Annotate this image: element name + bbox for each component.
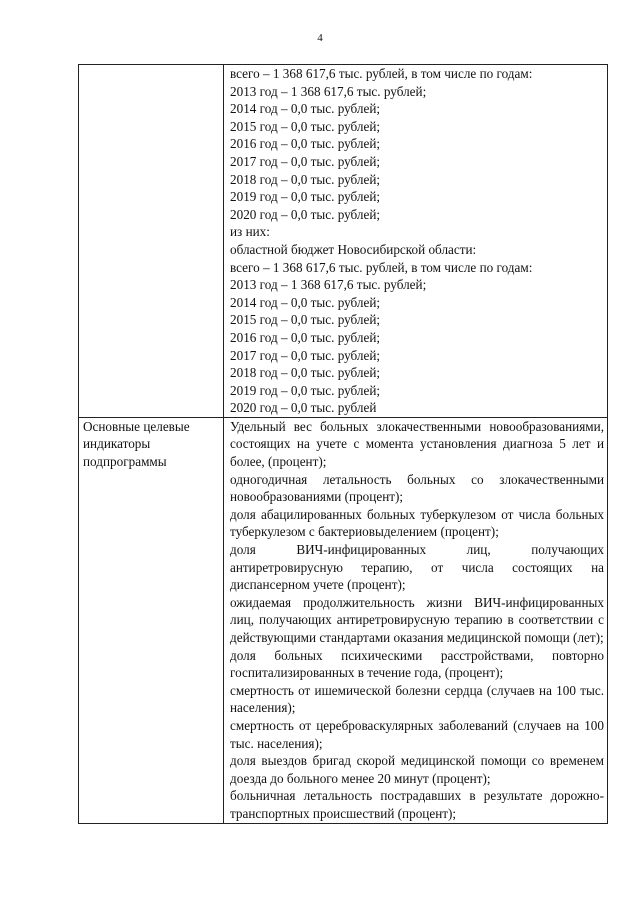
funding-row [79, 65, 608, 418]
indicator-item: смертность от ишемической болезни сердца (случаев на 100 тыс. населения); [230, 682, 604, 716]
indicator-item: одногодичная летальность больных со злокачественными новообразованиями (процент); [230, 471, 604, 505]
indicators-row [79, 417, 608, 823]
funding-line: областной бюджет Новосибирской области: [230, 241, 477, 257]
funding-line: 2019 год – 0,0 тыс. рублей; [230, 189, 381, 205]
funding-line: 2016 год – 0,0 тыс. рублей; [230, 136, 381, 152]
indicator-item: доля выездов бригад скорой медицинской помощи со временем доезда до больного менее 20 минут (процент); [230, 753, 604, 786]
funding-line: из них: [230, 224, 270, 240]
indicator-item: доля ВИЧ-инфицированных лиц, получающих антиретровирусную терапию, от числа состоящих на диспансерном учете (процент); [230, 542, 604, 593]
indicator-item: больничная летальность пострадавших в результате дорожно-транспортных происшествий (процент); [230, 788, 604, 821]
funding-line: 2017 год – 0,0 тыс. рублей; [230, 347, 381, 363]
funding-line: 2015 год – 0,0 тыс. рублей; [230, 118, 381, 134]
funding-cell [224, 65, 608, 418]
indicators-cell [224, 417, 608, 823]
indicators-label-line: подпрограммы [83, 454, 167, 470]
funding-line: 2015 год – 0,0 тыс. рублей; [230, 312, 381, 328]
funding-line: 2016 год – 0,0 тыс. рублей; [230, 329, 381, 345]
funding-line: 2020 год – 0,0 тыс. рублей [230, 400, 377, 416]
funding-line: 2017 год – 0,0 тыс. рублей; [230, 153, 381, 169]
funding-line: 2018 год – 0,0 тыс. рублей; [230, 365, 381, 381]
indicators-label-cell [79, 417, 224, 823]
funding-line: 2019 год – 0,0 тыс. рублей; [230, 382, 381, 398]
passport-table [78, 64, 608, 824]
funding-line: 2013 год – 1 368 617,6 тыс. рублей; [230, 83, 427, 99]
indicator-item: доля абацилированных больных туберкулезом от числа больных туберкулезом с бактериовыделением (процент); [230, 506, 604, 540]
indicators-label-line: индикаторы [83, 436, 151, 452]
funding-line: 2014 год – 0,0 тыс. рублей; [230, 101, 381, 117]
funding-line: всего – 1 368 617,6 тыс. рублей, в том числе по годам: [230, 259, 533, 275]
funding-line: 2020 год – 0,0 тыс. рублей; [230, 206, 381, 222]
indicator-item: Удельный вес больных злокачественными новообразованиями, состоящих на учете с момента установления диагноза 5 лет и более, (процент); [230, 418, 604, 470]
funding-line: 2018 год – 0,0 тыс. рублей; [230, 171, 381, 187]
indicator-item: смертность от цереброваскулярных заболеваний (случаев на 100 тыс. населения); [230, 717, 604, 751]
funding-line: всего – 1 368 617,6 тыс. рублей, в том числе по годам: [230, 66, 533, 81]
funding-line: 2014 год – 0,0 тыс. рублей; [230, 294, 381, 310]
indicator-item: ожидаемая продолжительность жизни ВИЧ-инфицированных лиц, получающих антиретровирусную терапию в соответствии с действующими стандартами оказания медицинской помощи (лет); [230, 594, 604, 645]
indicators-label-line: Основные целевые [83, 418, 190, 434]
indicator-item: доля больных психическими расстройствами, повторно госпитализированных в течение года, (процент); [230, 647, 604, 681]
page-number: 4 [317, 32, 323, 44]
funding-line: 2013 год – 1 368 617,6 тыс. рублей; [230, 277, 427, 293]
funding-label-cell [79, 65, 224, 418]
